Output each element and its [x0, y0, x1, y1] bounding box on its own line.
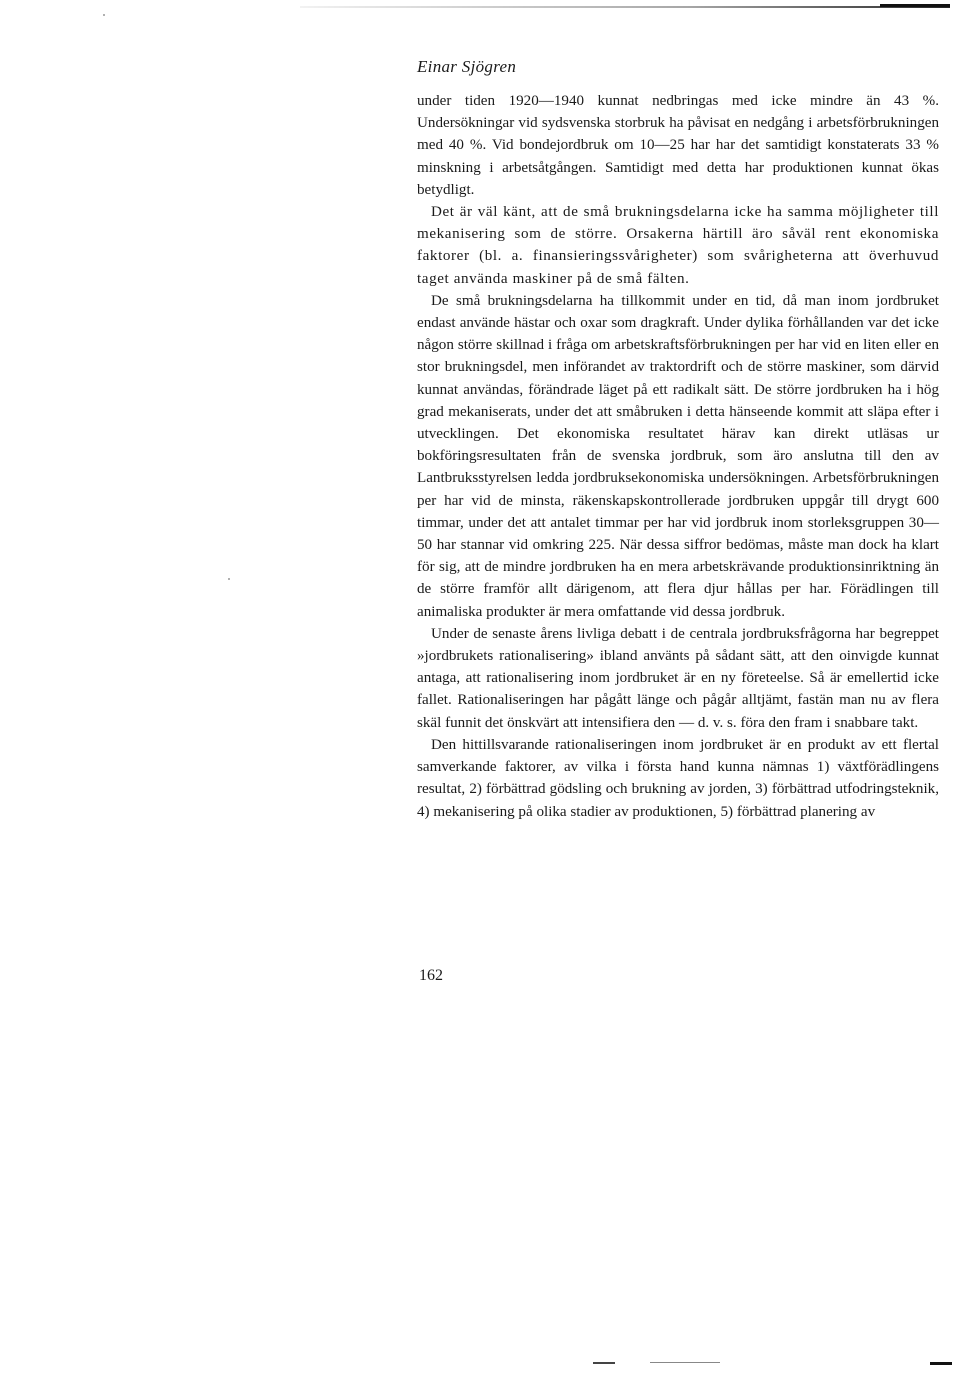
paragraph-4: Under de senaste årens livliga debatt i de centrala jordbruksfrågorna har begreppet »jordbrukets rationalisering» ibland använts på sådant sätt, att den oinvigde kunnat antaga, att rationalisering inom jordbruket är en ny företeelse. Så är emellertid icke fallet. Rationaliseringen har pågått länge och pågår alltjämt, fastän man nu av flera skäl funnit det önskvärt att intensifiera den — d. v. s. föra den fram i snabbare takt. [417, 625, 939, 731]
paragraph-5: Den hittillsvarande rationaliseringen inom jordbruket är en produkt av ett flertal samverkande faktorer, av vilka i första hand kunna nämnas 1) växtförädlingens resultat, 2) förbättrad gödsling och brukning av jorden, 3) förbättrad utfodringsteknik, 4) mekanisering på olika stadier av produktionen, 5) förbättrad planering av [417, 736, 939, 820]
scan-speck [103, 14, 105, 16]
paragraph-3: De små brukningsdelarna ha tillkommit under en tid, då man inom jordbruket endast använde hästar och oxar som dragkraft. Under dylika förhållanden var det icke någon större skillnad i fråga om arbetskraftsförbrukningen per har vid en liten eller en stor brukningsdel, men införandet av traktordrift och de större maskiner, som därvid kunnat användas, förändrade läget på ett radikalt sätt. De större jordbruken ha i hög grad mekaniserats, under det att småbruken i detta hänseende kommit att släpa efter i utvecklingen. Det ekonomiska resultatet härav kan direkt utläsas ur bokföringsresultaten från de svenska jordbruk, som äro anslutna till den av Lantbruksstyrelsen ledda jordbruksekonomiska undersökningen. Arbetsförbrukningen per har vid de minsta, räkenskapskontrollerade jordbruken uppgår till drygt 600 timmar, under det att antalet timmar per har vid jordbruk inom storleksgruppen 30—50 har stannar vid omkring 225. När dessa siffror bedömas, måste man dock ha klart för sig, att de mindre jordbruken ha en mera arbetskrävande produktionsinriktning än de större framför allt därigenom, att flera djur hållas per har. Förädlingen till animaliska produkter är mera omfattande vid dessa jordbruk. [417, 292, 939, 620]
scan-edge-mark-bottom [593, 1362, 615, 1364]
scan-edge-mark-bottom [930, 1362, 952, 1365]
scan-edge-line-top [300, 6, 950, 8]
paragraph-1: under tiden 1920—1940 kunnat nedbringas med icke mindre än 43 %. Undersökningar vid sydsvenska storbruk ha påvisat en nedgång i arbetsförbrukningen med 40 %. Vid bondejordbruk om 10—25 har har det samtidigt konstaterats 33 % minskning i arbetsåtgången. Samtidigt med detta har produktionen kunnat ökas betydligt. [417, 93, 939, 198]
book-page [417, 56, 939, 823]
scan-edge-mark-top [880, 4, 950, 7]
scan-edge-mark-bottom [650, 1362, 720, 1363]
paragraph-2: Det är väl känt, att de små brukningsdelarna icke ha samma möjligheter till mekanisering som de större. Orsakerna härtill äro såväl rent ekonomiska faktorer (bl. a. finansieringssvårigheter) som svårigheterna att överhuvud taget använda maskiner på de små fälten. [417, 204, 939, 287]
scan-speck [228, 578, 230, 580]
page-number: 162 [419, 967, 443, 984]
running-head-author: Einar Sjögren [417, 57, 517, 76]
